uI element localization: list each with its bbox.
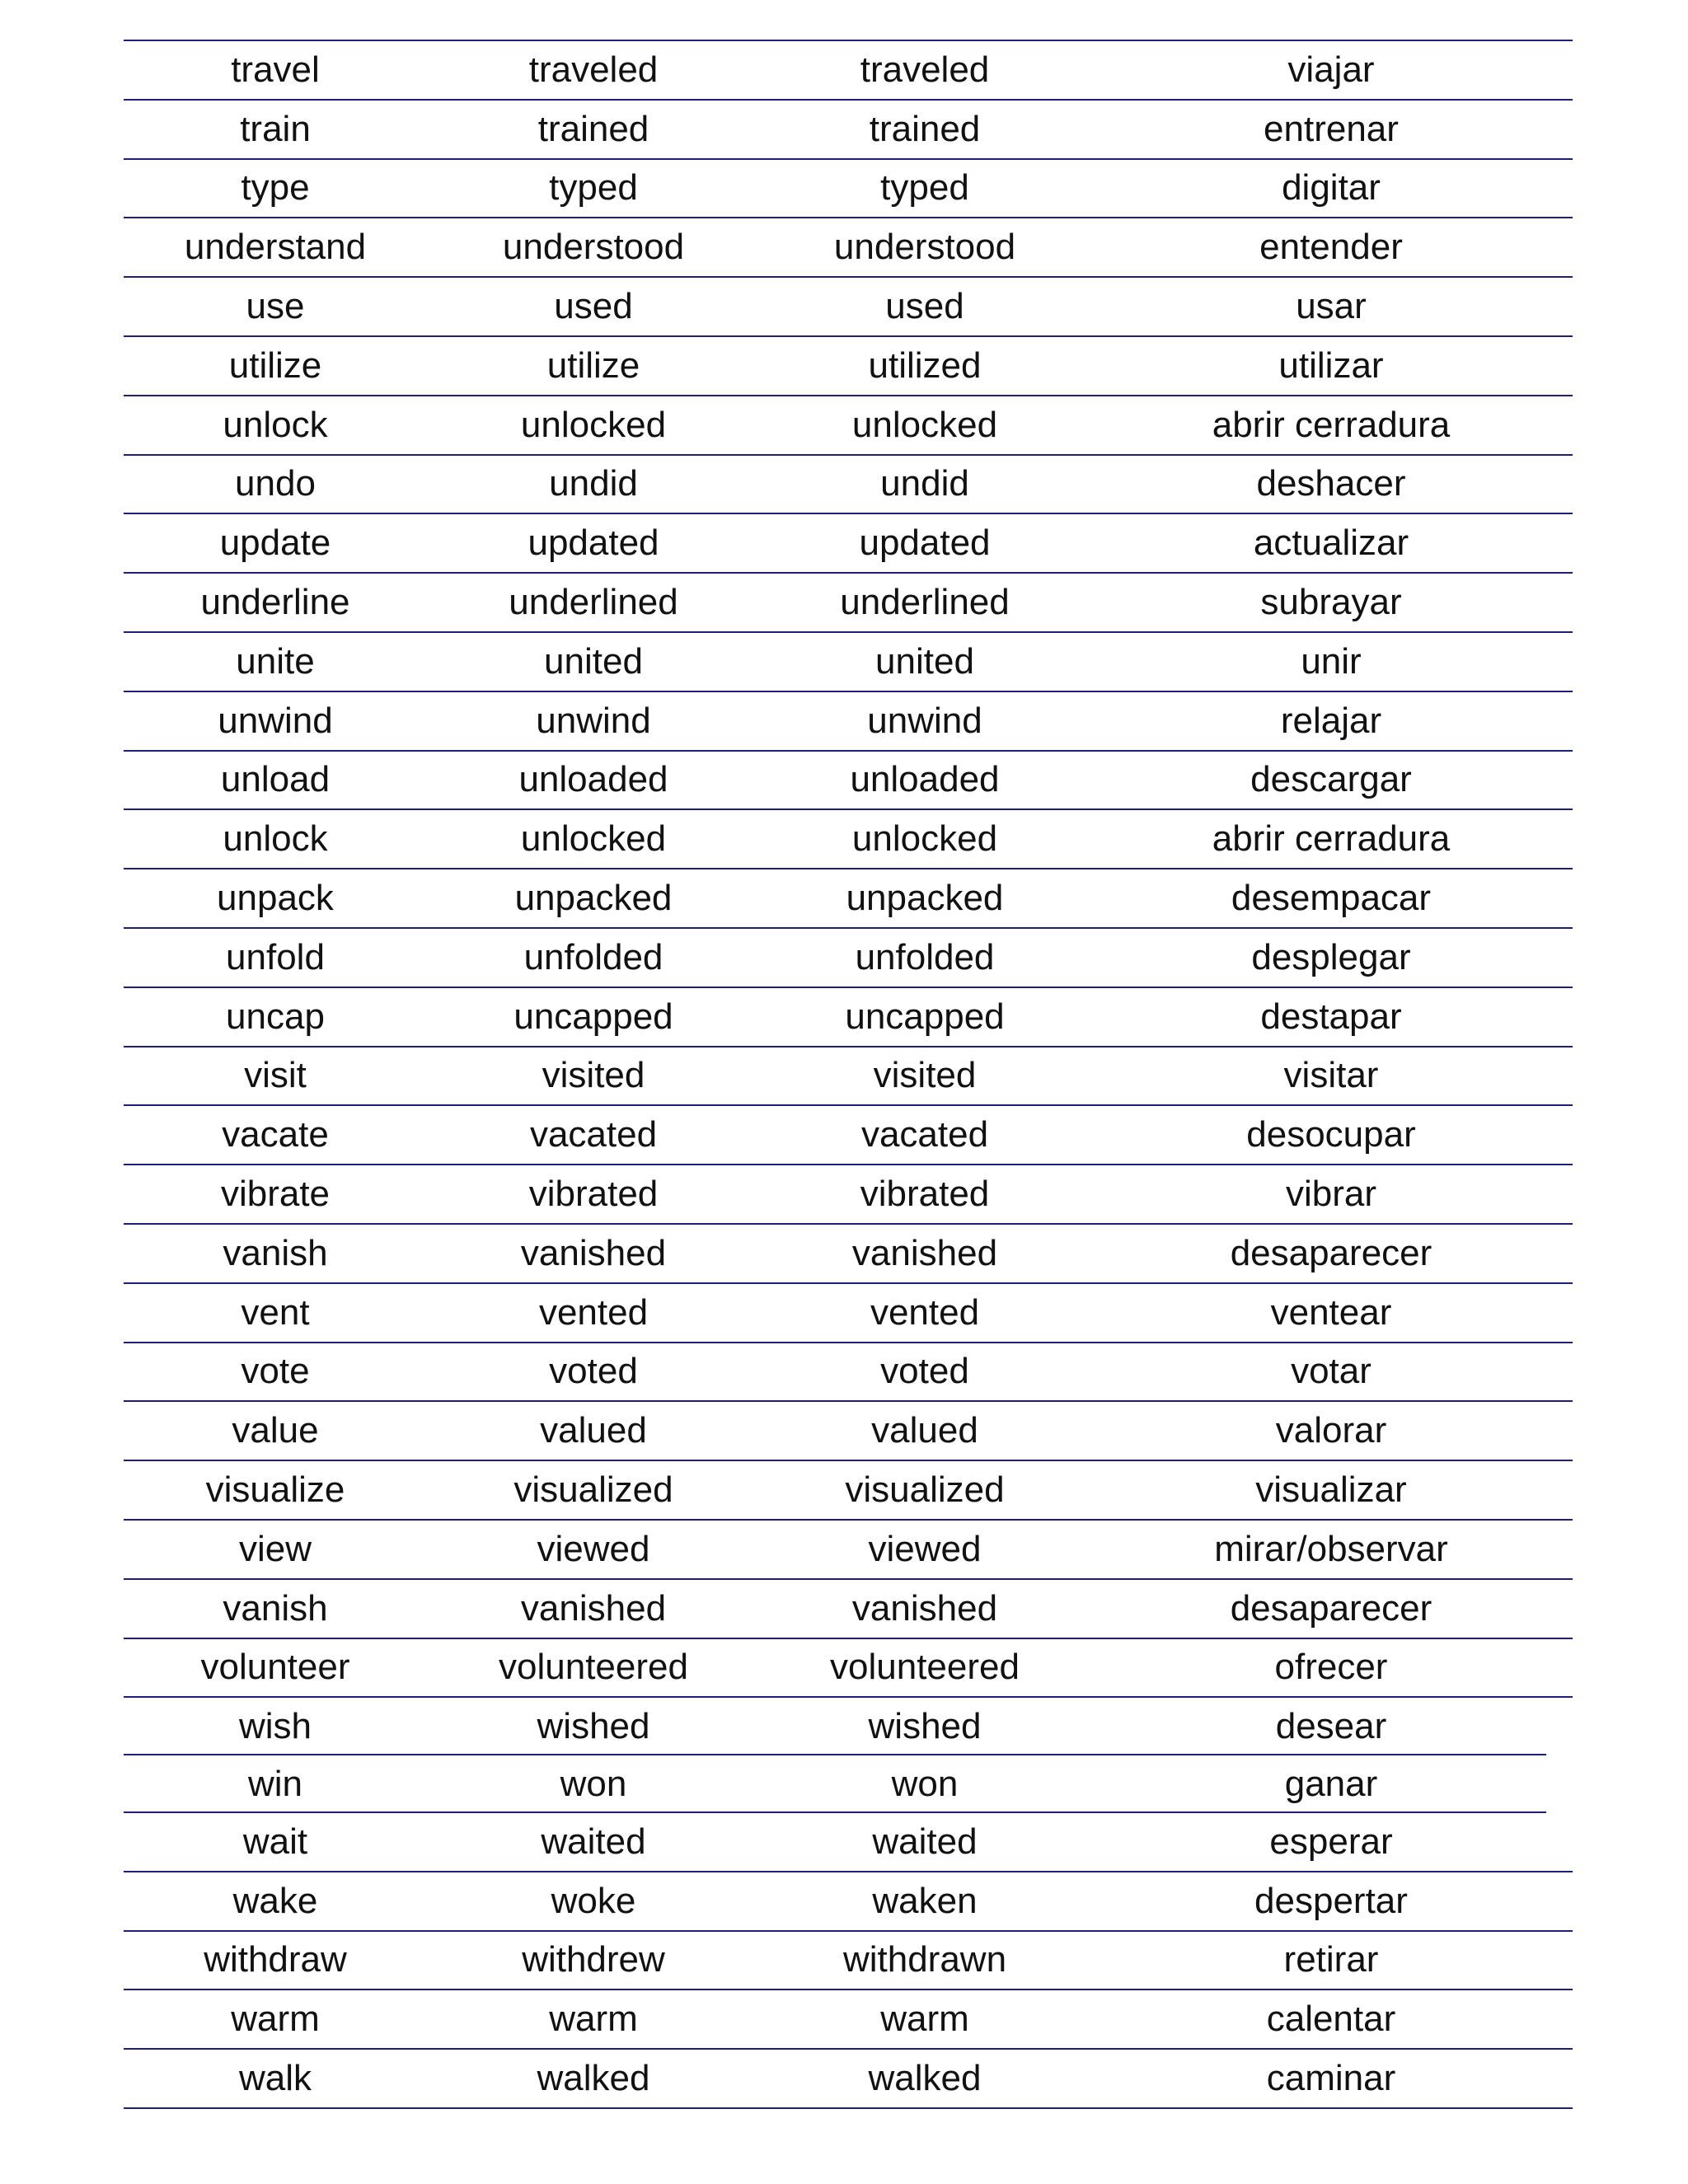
past-simple-cell: unloaded xyxy=(518,759,668,800)
past-simple-cell: traveled xyxy=(528,49,659,90)
past-simple-cell: unwind xyxy=(536,700,651,741)
past-simple-cell: vanished xyxy=(520,1587,667,1629)
table-row xyxy=(124,1755,1573,1813)
past-participle-cell: waken xyxy=(872,1880,978,1921)
spanish-translation-cell: retirar xyxy=(1283,1939,1379,1980)
spanish-translation-cell: desaparecer xyxy=(1230,1232,1432,1273)
spanish-translation-cell: utilizar xyxy=(1278,344,1384,386)
past-participle-cell: valued xyxy=(871,1410,978,1451)
base-form-cell: vacate xyxy=(222,1114,329,1155)
base-form-cell: use xyxy=(246,286,305,327)
spanish-translation-cell: desear xyxy=(1275,1706,1387,1747)
past-participle-cell: volunteered xyxy=(830,1647,1020,1688)
table-row xyxy=(124,1639,1573,1699)
spanish-translation-cell: entrenar xyxy=(1264,108,1399,149)
past-participle-cell: withdrawn xyxy=(842,1939,1007,1980)
spanish-translation-cell: destapar xyxy=(1260,996,1402,1037)
base-form-cell: withdraw xyxy=(204,1939,347,1980)
past-simple-cell: understood xyxy=(502,227,685,268)
past-participle-cell: vanished xyxy=(851,1587,998,1629)
base-form-cell: unlock xyxy=(223,404,328,445)
spanish-translation-cell: visualizar xyxy=(1255,1469,1407,1511)
verb-table xyxy=(124,40,1573,2109)
base-form-cell: understand xyxy=(184,227,367,268)
table-row xyxy=(124,1932,1573,1991)
past-simple-cell: walked xyxy=(537,2057,650,2098)
spanish-translation-cell: usar xyxy=(1296,286,1367,327)
spanish-translation-cell: digitar xyxy=(1282,167,1381,209)
spanish-translation-cell: viajar xyxy=(1287,49,1375,90)
table-row xyxy=(124,1580,1573,1639)
past-simple-cell: won xyxy=(560,1764,627,1804)
spanish-translation-cell: abrir cerradura xyxy=(1212,818,1451,860)
spanish-translation-cell: mirar/observar xyxy=(1214,1528,1448,1569)
table-row xyxy=(124,1872,1573,1932)
table-row xyxy=(124,1813,1573,1872)
spanish-translation-cell: esperar xyxy=(1269,1821,1393,1862)
base-form-cell: unwind xyxy=(218,700,333,741)
past-simple-cell: warm xyxy=(549,1999,638,2040)
spanish-translation-cell: votar xyxy=(1291,1351,1372,1392)
table-row xyxy=(124,101,1573,160)
spanish-translation-cell: desaparecer xyxy=(1230,1587,1432,1629)
base-form-cell: wait xyxy=(242,1821,308,1862)
base-form-cell: win xyxy=(247,1764,303,1804)
past-participle-cell: traveled xyxy=(860,49,990,90)
past-participle-cell: understood xyxy=(833,227,1016,268)
past-participle-cell: wished xyxy=(868,1706,982,1747)
past-simple-cell: voted xyxy=(549,1351,638,1392)
base-form-cell: vanish xyxy=(223,1587,328,1629)
table-row xyxy=(124,752,1573,811)
table-row xyxy=(124,1106,1573,1165)
past-participle-cell: unlocked xyxy=(851,404,998,445)
past-participle-cell: visited xyxy=(873,1055,977,1096)
spanish-translation-cell: valorar xyxy=(1275,1410,1387,1451)
past-participle-cell: unwind xyxy=(867,700,982,741)
base-form-cell: vanish xyxy=(223,1232,328,1273)
past-participle-cell: visualized xyxy=(845,1469,1005,1511)
past-participle-cell: underlined xyxy=(840,582,1010,623)
table-row xyxy=(124,1461,1573,1521)
past-participle-cell: walked xyxy=(868,2057,982,2098)
table-row xyxy=(124,1284,1573,1343)
past-simple-cell: typed xyxy=(549,167,638,209)
base-form-cell: unite xyxy=(236,640,315,682)
spanish-translation-cell: descargar xyxy=(1250,759,1412,800)
table-row xyxy=(124,1402,1573,1461)
base-form-cell: unlock xyxy=(223,818,328,860)
past-participle-cell: waited xyxy=(872,1821,978,1862)
past-participle-cell: unlocked xyxy=(851,818,998,860)
base-form-cell: unpack xyxy=(217,878,334,919)
past-simple-cell: visualized xyxy=(513,1469,673,1511)
base-form-cell: walk xyxy=(238,2057,312,2098)
table-row xyxy=(124,929,1573,988)
past-participle-cell: won xyxy=(891,1764,959,1804)
base-form-cell: wake xyxy=(232,1880,318,1921)
base-form-cell: visit xyxy=(244,1055,307,1096)
past-simple-cell: utilize xyxy=(546,344,640,386)
past-simple-cell: trained xyxy=(537,108,649,149)
table-row xyxy=(124,456,1573,515)
past-participle-cell: unfolded xyxy=(855,936,995,977)
past-participle-cell: typed xyxy=(880,167,969,209)
table-row xyxy=(124,1225,1573,1284)
base-form-cell: vote xyxy=(241,1351,310,1392)
spanish-translation-cell: desocupar xyxy=(1246,1114,1416,1155)
past-simple-cell: vanished xyxy=(520,1232,667,1273)
table-row xyxy=(124,278,1573,337)
past-simple-cell: visited xyxy=(542,1055,645,1096)
past-simple-cell: viewed xyxy=(537,1528,650,1569)
past-participle-cell: vented xyxy=(870,1291,980,1333)
past-simple-cell: valued xyxy=(540,1410,647,1451)
table-row xyxy=(124,869,1573,929)
base-form-cell: type xyxy=(241,167,310,209)
table-row xyxy=(124,1343,1573,1403)
table-row xyxy=(124,1165,1573,1225)
base-form-cell: view xyxy=(238,1528,312,1569)
past-participle-cell: vibrated xyxy=(860,1174,990,1215)
spanish-translation-cell: visitar xyxy=(1283,1055,1379,1096)
past-simple-cell: underlined xyxy=(509,582,678,623)
past-simple-cell: vibrated xyxy=(528,1174,659,1215)
base-form-cell: value xyxy=(232,1410,319,1451)
table-row xyxy=(124,41,1573,101)
base-form-cell: uncap xyxy=(226,996,325,1037)
past-simple-cell: updated xyxy=(528,523,659,564)
past-participle-cell: used xyxy=(885,286,964,327)
past-participle-cell: voted xyxy=(880,1351,969,1392)
table-row xyxy=(124,988,1573,1047)
spanish-translation-cell: relajar xyxy=(1280,700,1382,741)
table-row xyxy=(124,574,1573,633)
past-simple-cell: unfolded xyxy=(523,936,663,977)
table-row xyxy=(124,1990,1573,2050)
base-form-cell: vibrate xyxy=(220,1174,331,1215)
spanish-translation-cell: desplegar xyxy=(1251,936,1411,977)
past-participle-cell: unpacked xyxy=(846,878,1004,919)
spanish-translation-cell: ventear xyxy=(1270,1291,1392,1333)
base-form-cell: wish xyxy=(238,1706,312,1747)
table-row xyxy=(124,337,1573,396)
table-row xyxy=(124,218,1573,278)
past-participle-cell: vanished xyxy=(851,1232,998,1273)
table-row xyxy=(124,1521,1573,1580)
past-participle-cell: updated xyxy=(859,523,991,564)
past-simple-cell: vacated xyxy=(529,1114,658,1155)
past-simple-cell: unlocked xyxy=(520,404,667,445)
past-participle-cell: unloaded xyxy=(850,759,1000,800)
table-row xyxy=(124,692,1573,752)
base-form-cell: utilize xyxy=(228,344,322,386)
past-simple-cell: uncapped xyxy=(513,996,673,1037)
spanish-translation-cell: entender xyxy=(1259,227,1403,268)
spanish-translation-cell: unir xyxy=(1301,640,1362,682)
spanish-translation-cell: ofrecer xyxy=(1274,1647,1388,1688)
past-participle-cell: warm xyxy=(880,1999,969,2040)
past-participle-cell: undid xyxy=(880,463,969,504)
spanish-translation-cell: ganar xyxy=(1284,1764,1378,1804)
table-row xyxy=(124,1047,1573,1107)
base-form-cell: vent xyxy=(241,1291,310,1333)
spanish-translation-cell: despertar xyxy=(1254,1880,1408,1921)
table-row xyxy=(124,633,1573,692)
spanish-translation-cell: deshacer xyxy=(1256,463,1406,504)
spanish-translation-cell: vibrar xyxy=(1285,1174,1377,1215)
table-row xyxy=(124,160,1573,219)
base-form-cell: visualize xyxy=(205,1469,345,1511)
past-participle-cell: trained xyxy=(869,108,981,149)
past-simple-cell: vented xyxy=(538,1291,649,1333)
spanish-translation-cell: subrayar xyxy=(1260,582,1402,623)
past-simple-cell: used xyxy=(554,286,633,327)
past-simple-cell: unlocked xyxy=(520,818,667,860)
past-simple-cell: withdrew xyxy=(522,1939,665,1980)
past-participle-cell: united xyxy=(875,640,974,682)
spanish-translation-cell: abrir cerradura xyxy=(1212,404,1451,445)
past-simple-cell: wished xyxy=(537,1706,650,1747)
base-form-cell: undo xyxy=(235,463,316,504)
table-row xyxy=(124,1698,1573,1755)
table-row xyxy=(124,514,1573,574)
past-participle-cell: viewed xyxy=(868,1528,982,1569)
base-form-cell: travel xyxy=(231,49,320,90)
base-form-cell: train xyxy=(240,108,311,149)
spanish-translation-cell: calentar xyxy=(1266,1999,1396,2040)
past-simple-cell: united xyxy=(544,640,643,682)
spanish-translation-cell: desempacar xyxy=(1231,878,1432,919)
past-participle-cell: vacated xyxy=(860,1114,989,1155)
table-row xyxy=(124,396,1573,456)
base-form-cell: unfold xyxy=(226,936,325,977)
base-form-cell: update xyxy=(219,523,331,564)
base-form-cell: volunteer xyxy=(200,1647,350,1688)
past-simple-cell: woke xyxy=(551,1880,636,1921)
spanish-translation-cell: actualizar xyxy=(1253,523,1409,564)
base-form-cell: warm xyxy=(231,1999,320,2040)
past-simple-cell: undid xyxy=(549,463,638,504)
past-participle-cell: uncapped xyxy=(845,996,1005,1037)
spanish-translation-cell: caminar xyxy=(1266,2057,1396,2098)
past-simple-cell: waited xyxy=(541,1821,646,1862)
table-body xyxy=(124,41,1573,2109)
past-simple-cell: unpacked xyxy=(514,878,673,919)
base-form-cell: underline xyxy=(200,582,350,623)
past-participle-cell: utilized xyxy=(868,344,982,386)
table-row xyxy=(124,2050,1573,2109)
base-form-cell: unload xyxy=(220,759,331,800)
past-simple-cell: volunteered xyxy=(499,1647,688,1688)
table-row xyxy=(124,810,1573,869)
